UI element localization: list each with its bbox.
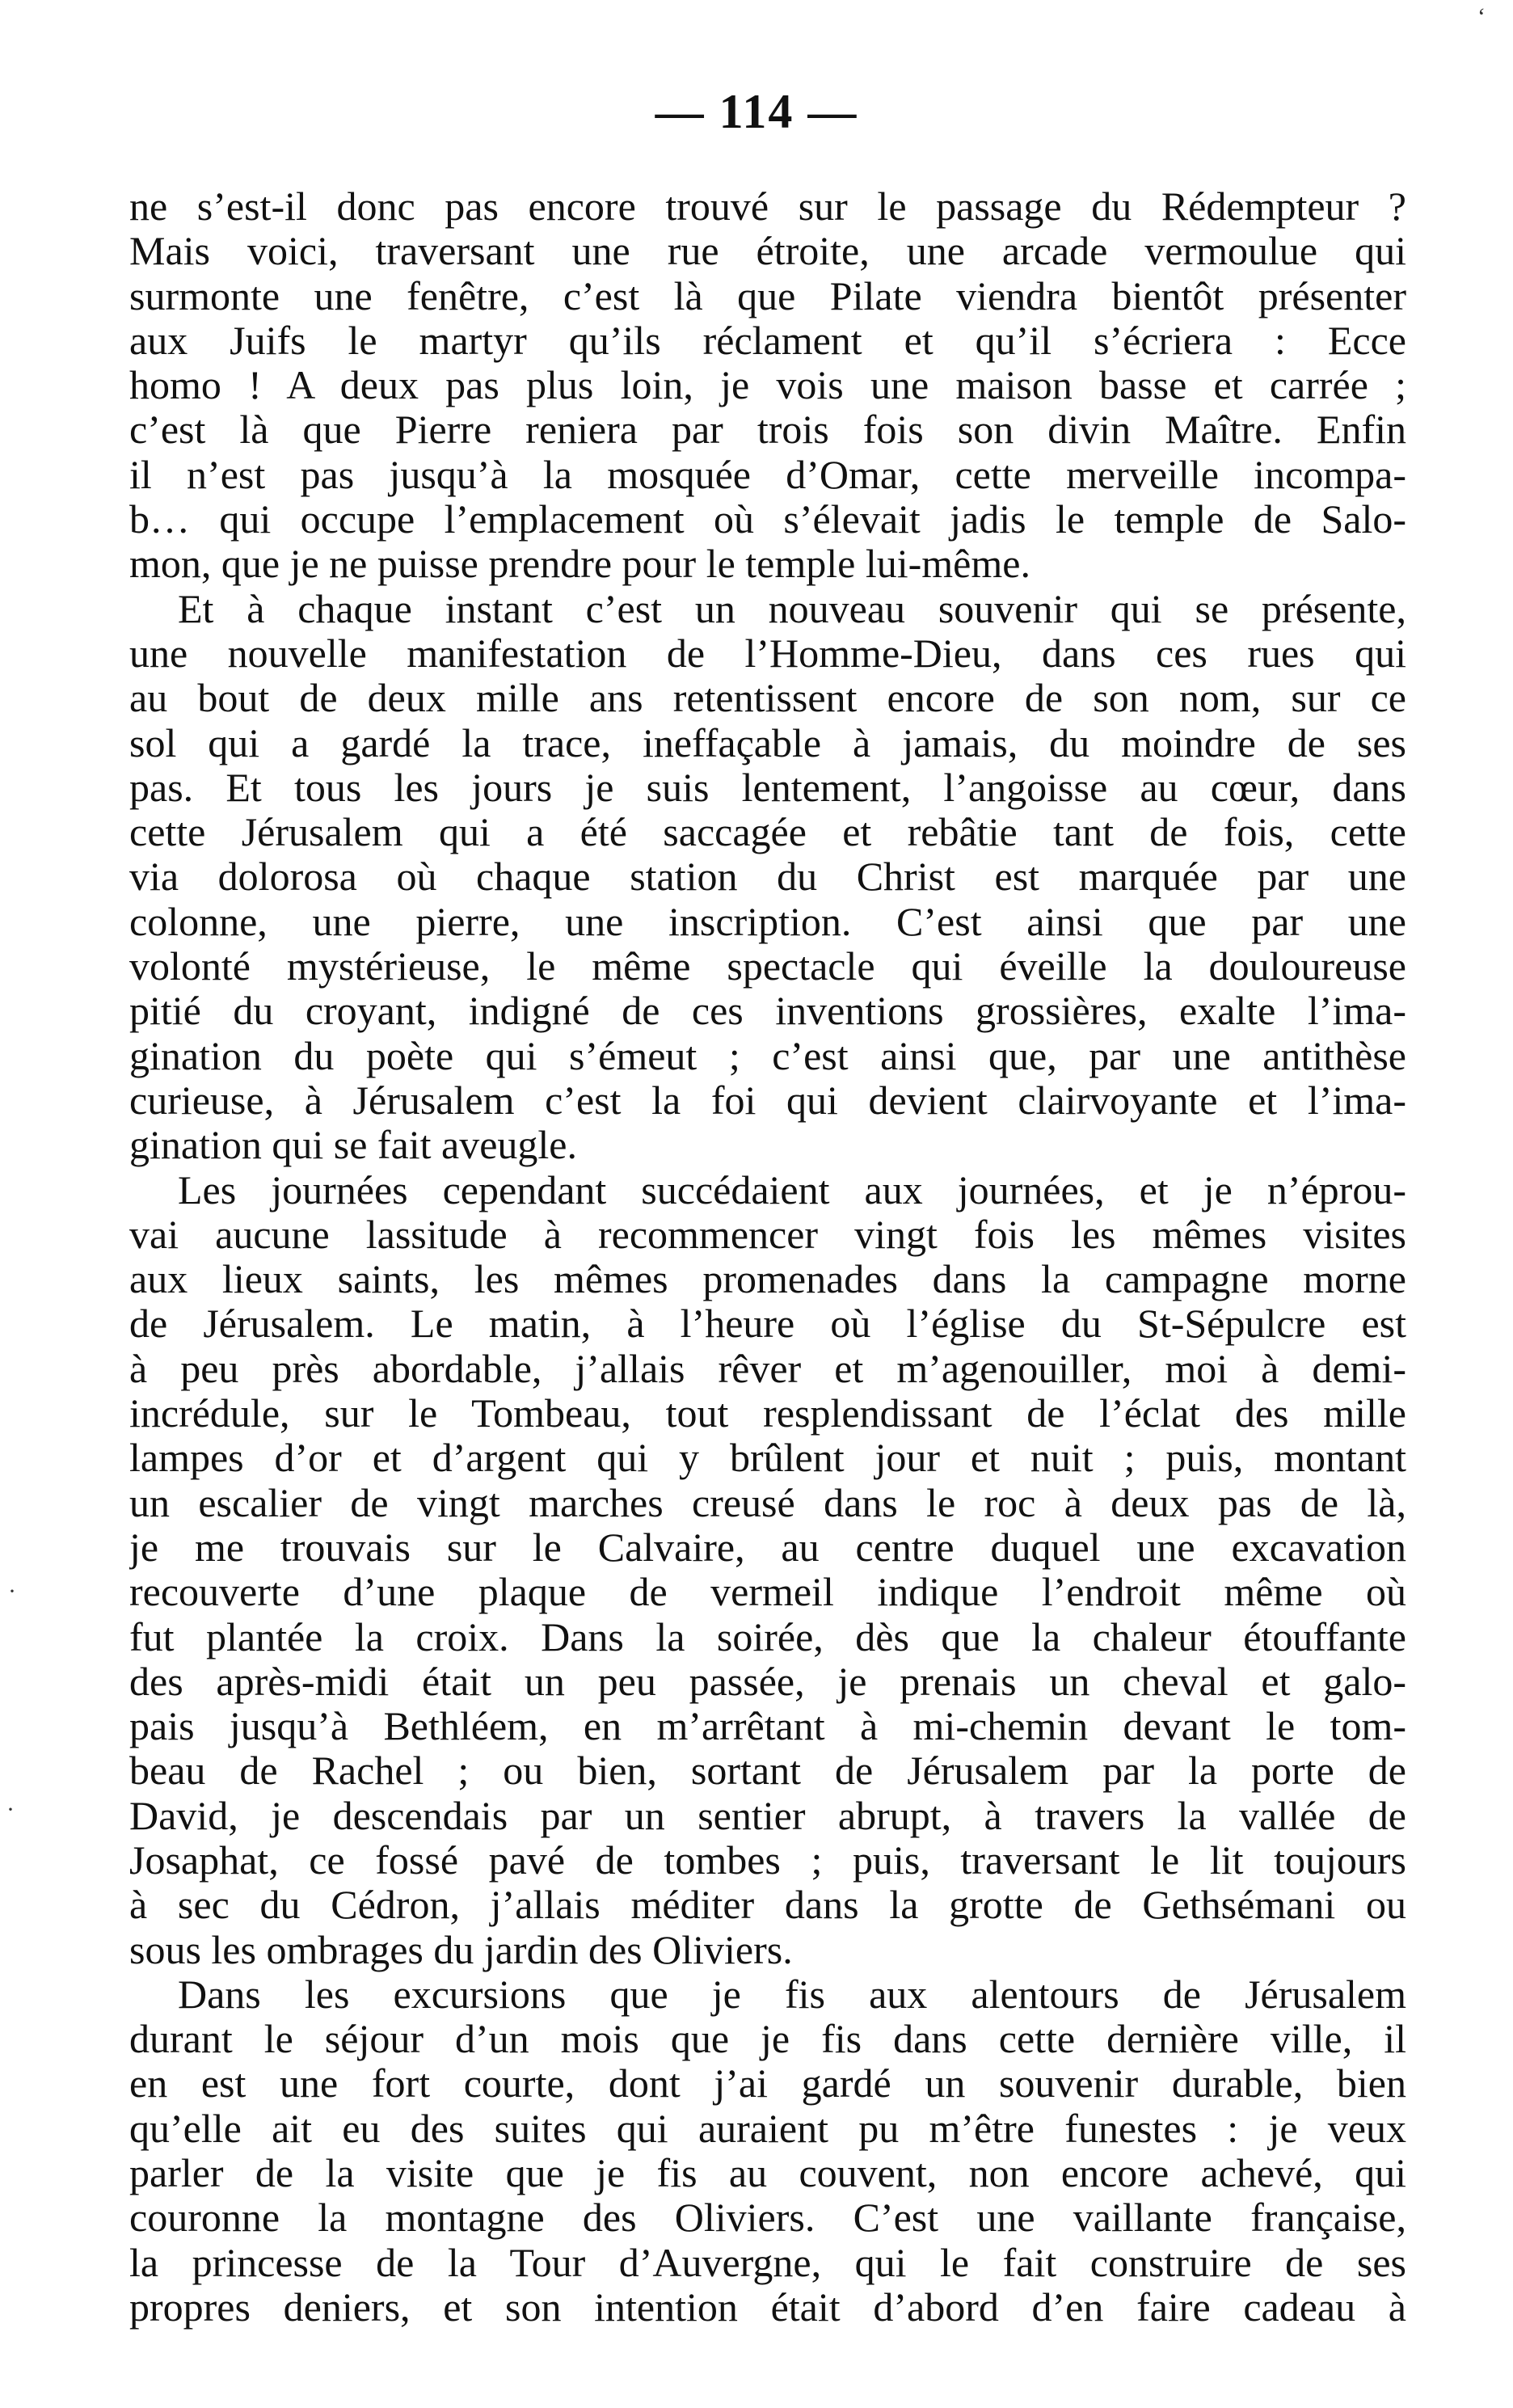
text-line: aux lieux saints, les mêmes promenades dans la campagne morne (129, 1257, 1406, 1302)
text-line: pas. Et tous les jours je suis lentement, l’angoisse au cœur, dans (129, 765, 1406, 810)
text-line: via dolorosa où chaque station du Christ est marquée par une (129, 854, 1406, 900)
text-line: vai aucune lassitude à recommencer vingt fois les mêmes visites (129, 1212, 1406, 1257)
text-line: je me trouvais sur le Calvaire, au centre duquel une excavation (129, 1525, 1406, 1570)
text-line: un escalier de vingt marches creusé dans le roc à deux pas de là, (129, 1480, 1406, 1525)
text-line: de Jérusalem. Le matin, à l’heure où l’église du St-Sépulcre est (129, 1301, 1406, 1347)
text-line: recouverte d’une plaque de vermeil indique l’endroit même où (129, 1570, 1406, 1615)
text-line: surmonte une fenêtre, c’est là que Pilate viendra bientôt présenter (129, 273, 1406, 318)
text-line: pais jusqu’à Bethléem, en m’arrêtant à mi-chemin devant le tom- (129, 1704, 1406, 1749)
text-line: Mais voici, traversant une rue étroite, une arcade vermoulue qui (129, 229, 1406, 274)
text-line: c’est là que Pierre reniera par trois fois son divin Maître. Enfin (129, 407, 1406, 453)
text-line: sol qui a gardé la trace, ineffaçable à jamais, du moindre de ses (129, 720, 1406, 765)
text-line: en est une fort courte, dont j’ai gardé un souvenir durable, bien (129, 2061, 1406, 2106)
text-line: Josaphat, ce fossé pavé de tombes ; puis, traversant le lit toujours (129, 1837, 1406, 1883)
text-line: gination du poète qui s’émeut ; c’est ainsi que, par une antithèse (129, 1033, 1406, 1078)
text-line: fut plantée la croix. Dans la soirée, dès que la chaleur étouffante (129, 1614, 1406, 1659)
text-line: à peu près abordable, j’allais rêver et m’agenouiller, moi à demi- (129, 1346, 1406, 1391)
text-line: b… qui occupe l’emplacement où s’élevait jadis le temple de Salo- (129, 497, 1406, 542)
text-line: lampes d’or et d’argent qui y brûlent jour et nuit ; puis, montant (129, 1436, 1406, 1481)
text-line: qu’elle ait eu des suites qui auraient pu m’être funestes : je veux (129, 2106, 1406, 2151)
text-line: ne s’est-il donc pas encore trouvé sur le passage du Rédempteur ? (129, 184, 1406, 229)
text-line: cette Jérusalem qui a été saccagée et rebâtie tant de fois, cette (129, 810, 1406, 855)
text-line: gination qui se fait aveugle. (129, 1123, 578, 1168)
text-line: durant le séjour d’un mois que je fis dans cette dernière ville, il (129, 2017, 1406, 2062)
text-line: beau de Rachel ; ou bien, sortant de Jérusalem par la porte de (129, 1748, 1406, 1794)
text-line: il n’est pas jusqu’à la mosquée d’Omar, cette merveille incompa- (129, 452, 1406, 497)
body-text (129, 184, 1406, 2330)
text-line: aux Juifs le martyr qu’ils réclament et qu’il s’écriera : Ecce (129, 318, 1406, 363)
margin-speck: ‘ (1477, 3, 1486, 30)
margin-speck: · (6, 1796, 15, 1823)
text-line: David, je descendais par un sentier abrupt, à travers la vallée de (129, 1793, 1406, 1838)
paragraph-first-line: Dans les excursions que je fis aux alentours de Jérusalem (178, 1972, 1406, 2017)
paragraph-first-line: Les journées cependant succédaient aux journées, et je n’éprou- (178, 1167, 1406, 1212)
text-line: une nouvelle manifestation de l’Homme-Dieu, dans ces rues qui (129, 630, 1406, 676)
text-line: volonté mystérieuse, le même spectacle qui éveille la douloureuse (129, 944, 1406, 989)
text-line: des après-midi était un peu passée, je prenais un cheval et galo- (129, 1659, 1406, 1704)
text-line: parler de la visite que je fis au couvent, non encore achevé, qui (129, 2151, 1406, 2196)
text-line: colonne, une pierre, une inscription. C’est ainsi que par une (129, 899, 1406, 944)
text-line: curieuse, à Jérusalem c’est la foi qui devient clairvoyante et l’ima- (129, 1077, 1406, 1123)
text-line: à sec du Cédron, j’allais méditer dans la grotte de Gethsémani ou (129, 1883, 1406, 1928)
text-line: couronne la montagne des Oliviers. C’est une vaillante française, (129, 2195, 1406, 2241)
margin-speck: · (8, 1578, 16, 1605)
paragraph-first-line: Et à chaque instant c’est un nouveau souvenir qui se présente, (178, 586, 1406, 631)
text-line: sous les ombrages du jardin des Oliviers. (129, 1927, 793, 1972)
text-line: homo ! A deux pas plus loin, je vois une maison basse et carrée ; (129, 363, 1406, 408)
text-line: la princesse de la Tour d’Auvergne, qui le fait construire de ses (129, 2240, 1406, 2285)
text-line: au bout de deux mille ans retentissent encore de son nom, sur ce (129, 676, 1406, 721)
page-number: — 114 — (655, 85, 858, 138)
text-line: incrédule, sur le Tombeau, tout resplendissant de l’éclat des mille (129, 1391, 1406, 1436)
text-line: pitié du croyant, indigné de ces inventions grossières, exalte l’ima- (129, 989, 1406, 1034)
text-line: mon, que je ne puisse prendre pour le temple lui-même. (129, 542, 1030, 587)
text-line: propres deniers, et son intention était d’abord d’en faire cadeau à (129, 2284, 1406, 2330)
